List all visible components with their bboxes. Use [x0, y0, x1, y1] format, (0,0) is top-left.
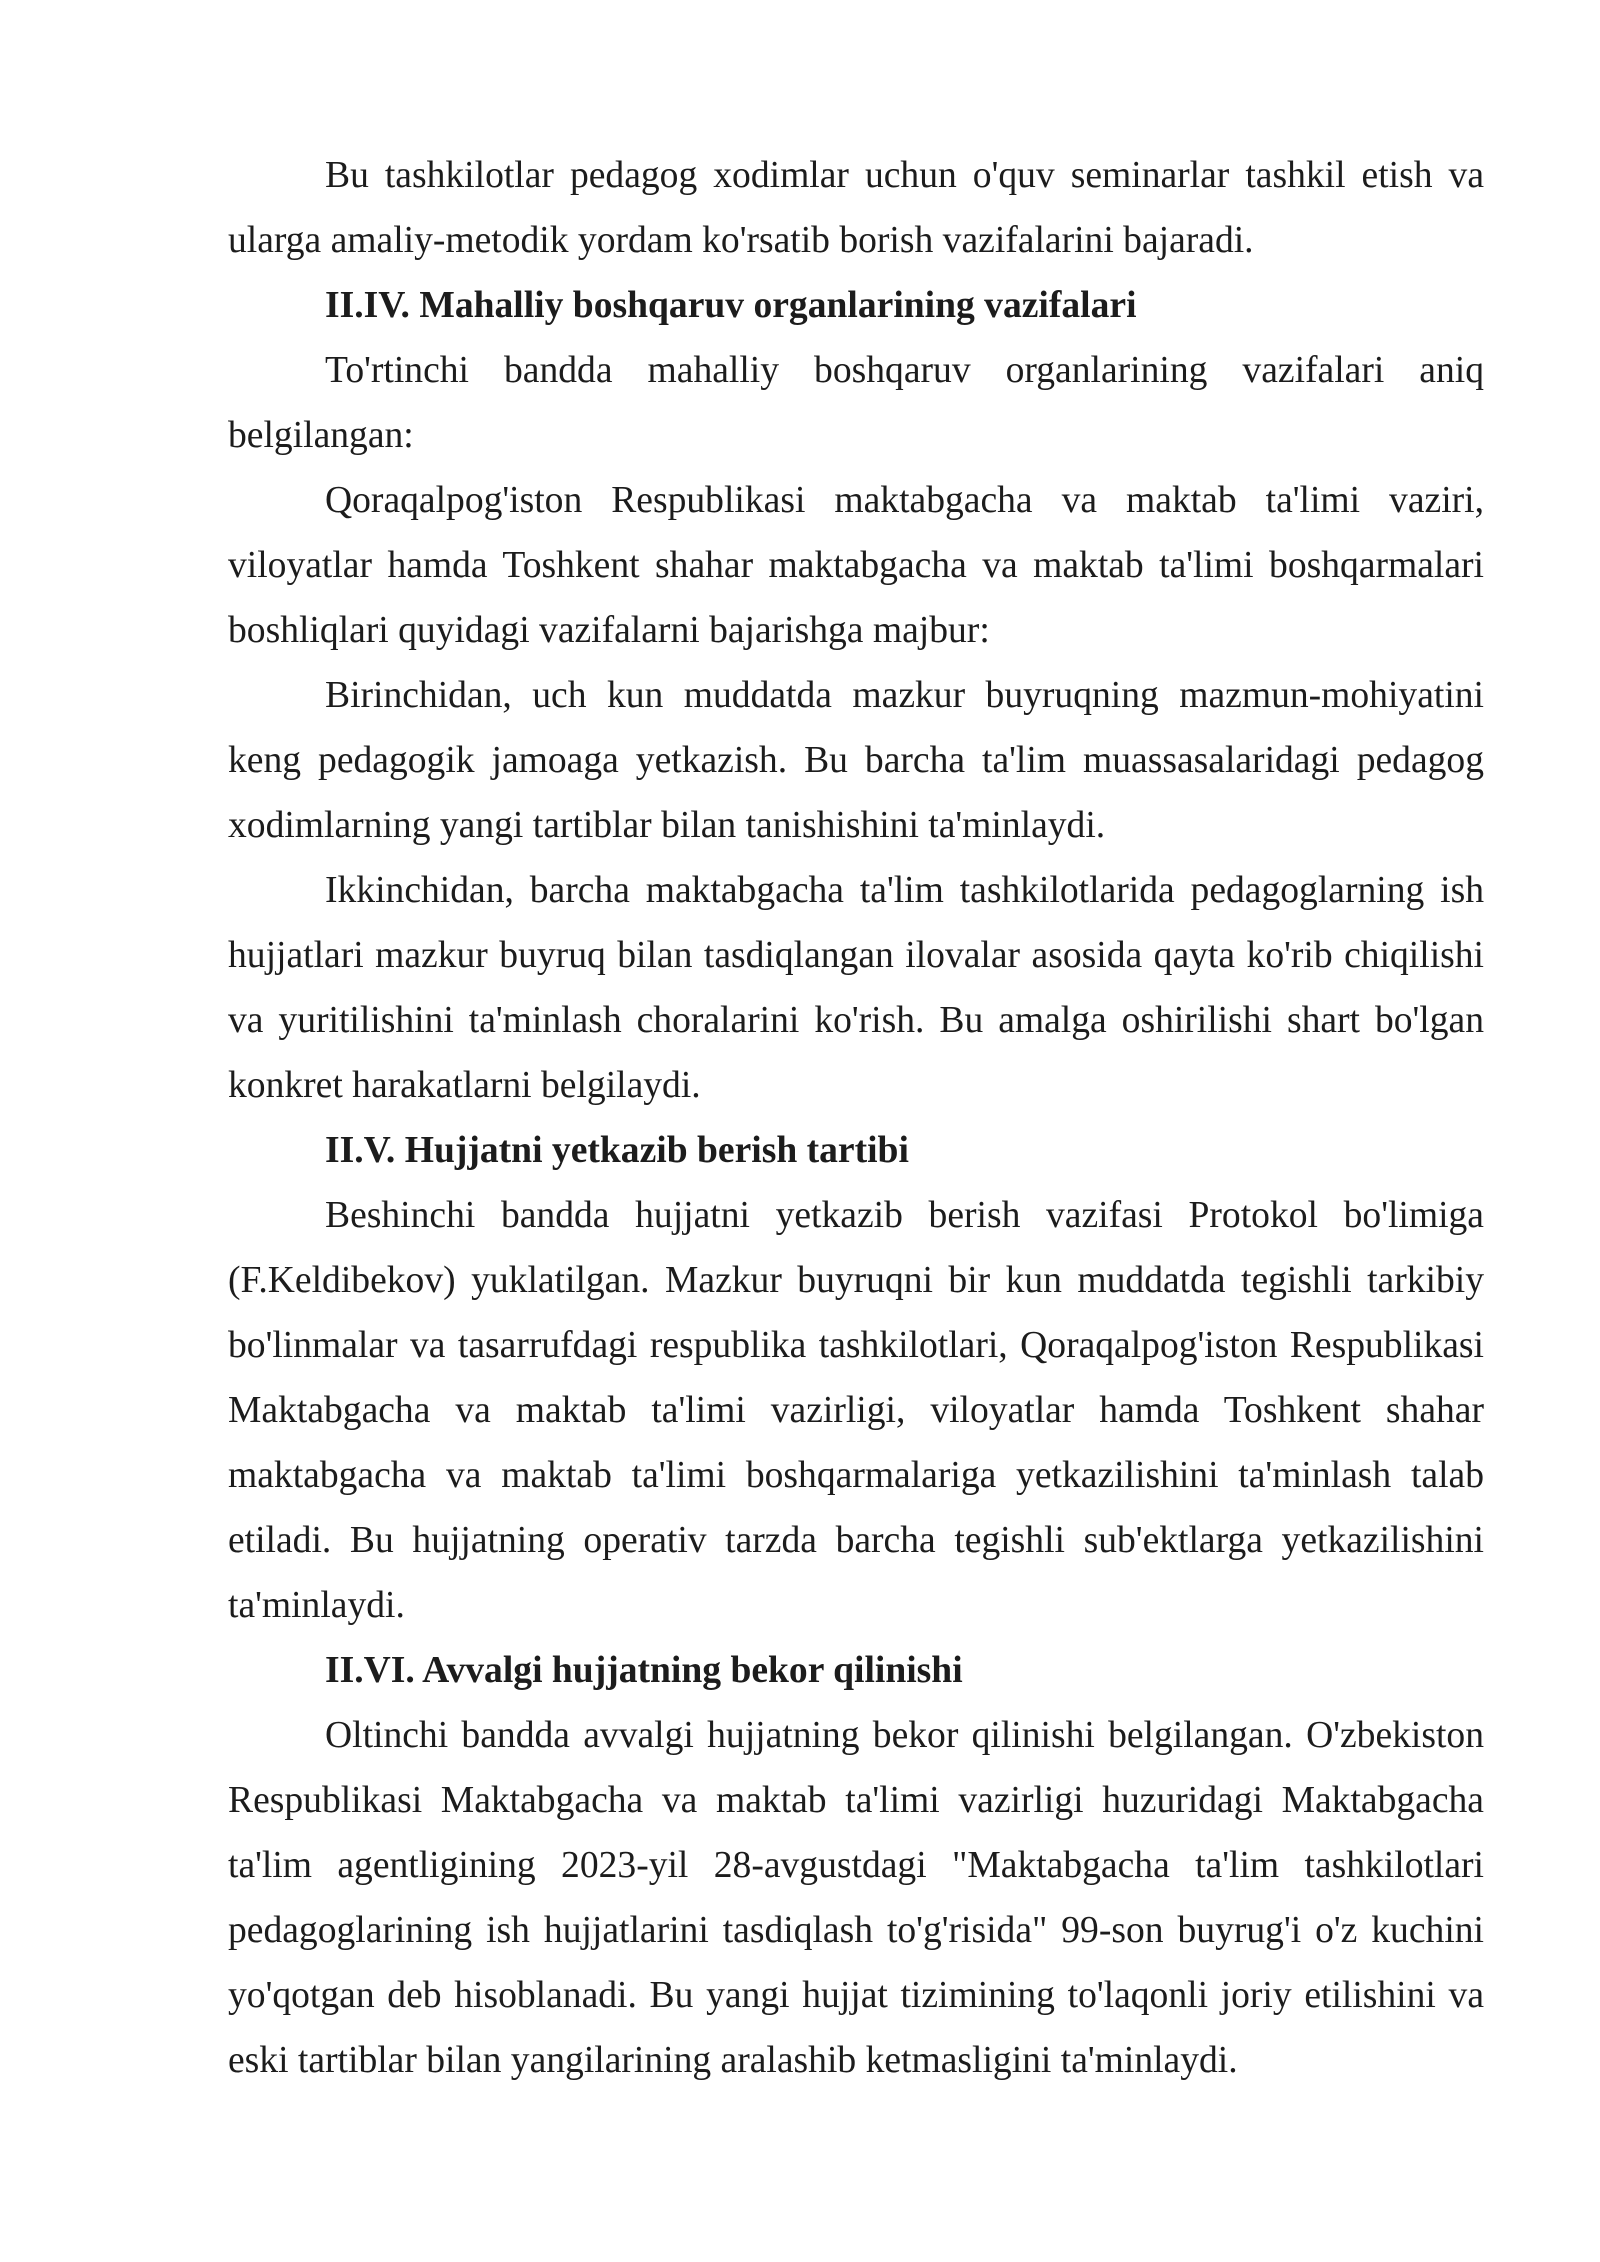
document-body	[228, 143, 1484, 2093]
paragraph-line: etiladi. Bu hujjatning operativ tarzda barcha tegishli sub'ektlarga yetkazilishini	[228, 1520, 1484, 1561]
paragraph-line: To'rtinchi bandda mahalliy boshqaruv organlarining vazifalari aniq	[325, 350, 1484, 391]
paragraph-line: eski tartiblar bilan yangilarining aralashib ketmasligini ta'minlaydi.	[228, 2040, 1238, 2081]
paragraph-line: pedagoglarining ish hujjatlarini tasdiqlash to'g'risida" 99-son buyrug'i o'z kuchini	[228, 1910, 1484, 1951]
paragraph-line: keng pedagogik jamoaga yetkazish. Bu barcha ta'lim muassasalaridagi pedagog	[228, 740, 1484, 781]
paragraph-line: boshliqlari quyidagi vazifalarni bajarishga majbur:	[228, 610, 990, 651]
paragraph-line: bo'linmalar va tasarrufdagi respublika tashkilotlari, Qoraqalpog'iston Respublikasi	[228, 1325, 1484, 1366]
paragraph	[228, 468, 1484, 663]
paragraph-line: Maktabgacha va maktab ta'limi vazirligi, viloyatlar hamda Toshkent shahar	[228, 1390, 1484, 1431]
paragraph	[228, 143, 1484, 273]
section-heading: II.IV. Mahalliy boshqaruv organlarining vazifalari	[325, 285, 1137, 326]
paragraph-line: Respublikasi Maktabgacha va maktab ta'limi vazirligi huzuridagi Maktabgacha	[228, 1780, 1484, 1821]
paragraph-line: Birinchidan, uch kun muddatda mazkur buyruqning mazmun-mohiyatini	[325, 675, 1484, 716]
section-heading: II.V. Hujjatni yetkazib berish tartibi	[325, 1130, 909, 1171]
paragraph-line: Bu tashkilotlar pedagog xodimlar uchun o'quv seminarlar tashkil etish va	[325, 155, 1484, 196]
paragraph-line: xodimlarning yangi tartiblar bilan tanishishini ta'minlaydi.	[228, 805, 1106, 846]
paragraph-line: va yuritilishini ta'minlash choralarini ko'rish. Bu amalga oshirilishi shart bo'lgan	[228, 1000, 1484, 1041]
paragraph-line: konkret harakatlarni belgilaydi.	[228, 1065, 701, 1106]
paragraph	[228, 663, 1484, 858]
paragraph-line: Oltinchi bandda avvalgi hujjatning bekor qilinishi belgilangan. O'zbekiston	[325, 1715, 1484, 1756]
paragraph-line: Beshinchi bandda hujjatni yetkazib berish vazifasi Protokol bo'limiga	[325, 1195, 1484, 1236]
section-heading: II.VI. Avvalgi hujjatning bekor qilinishi	[325, 1650, 963, 1691]
paragraph	[228, 338, 1484, 468]
paragraph	[228, 1703, 1484, 2093]
paragraph-line: yo'qotgan deb hisoblanadi. Bu yangi hujjat tizimining to'laqonli joriy etilishini va	[228, 1975, 1484, 2016]
paragraph-line: belgilangan:	[228, 415, 414, 456]
paragraph-line: Ikkinchidan, barcha maktabgacha ta'lim tashkilotlarida pedagoglarning ish	[325, 870, 1484, 911]
paragraph-line: ta'lim agentligining 2023-yil 28-avgustdagi "Maktabgacha ta'lim tashkilotlari	[228, 1845, 1484, 1886]
paragraph-line: viloyatlar hamda Toshkent shahar maktabgacha va maktab ta'limi boshqarmalari	[228, 545, 1484, 586]
paragraph	[228, 1183, 1484, 1638]
paragraph-line: (F.Keldibekov) yuklatilgan. Mazkur buyruqni bir kun muddatda tegishli tarkibiy	[228, 1260, 1484, 1301]
paragraph-line: Qoraqalpog'iston Respublikasi maktabgacha va maktab ta'limi vaziri,	[325, 480, 1484, 521]
paragraph-line: hujjatlari mazkur buyruq bilan tasdiqlangan ilovalar asosida qayta ko'rib chiqilishi	[228, 935, 1484, 976]
paragraph	[228, 858, 1484, 1118]
paragraph-line: maktabgacha va maktab ta'limi boshqarmalariga yetkazilishini ta'minlash talab	[228, 1455, 1484, 1496]
paragraph-line: ularga amaliy-metodik yordam ko'rsatib borish vazifalarini bajaradi.	[228, 220, 1254, 261]
paragraph-line: ta'minlaydi.	[228, 1585, 405, 1626]
